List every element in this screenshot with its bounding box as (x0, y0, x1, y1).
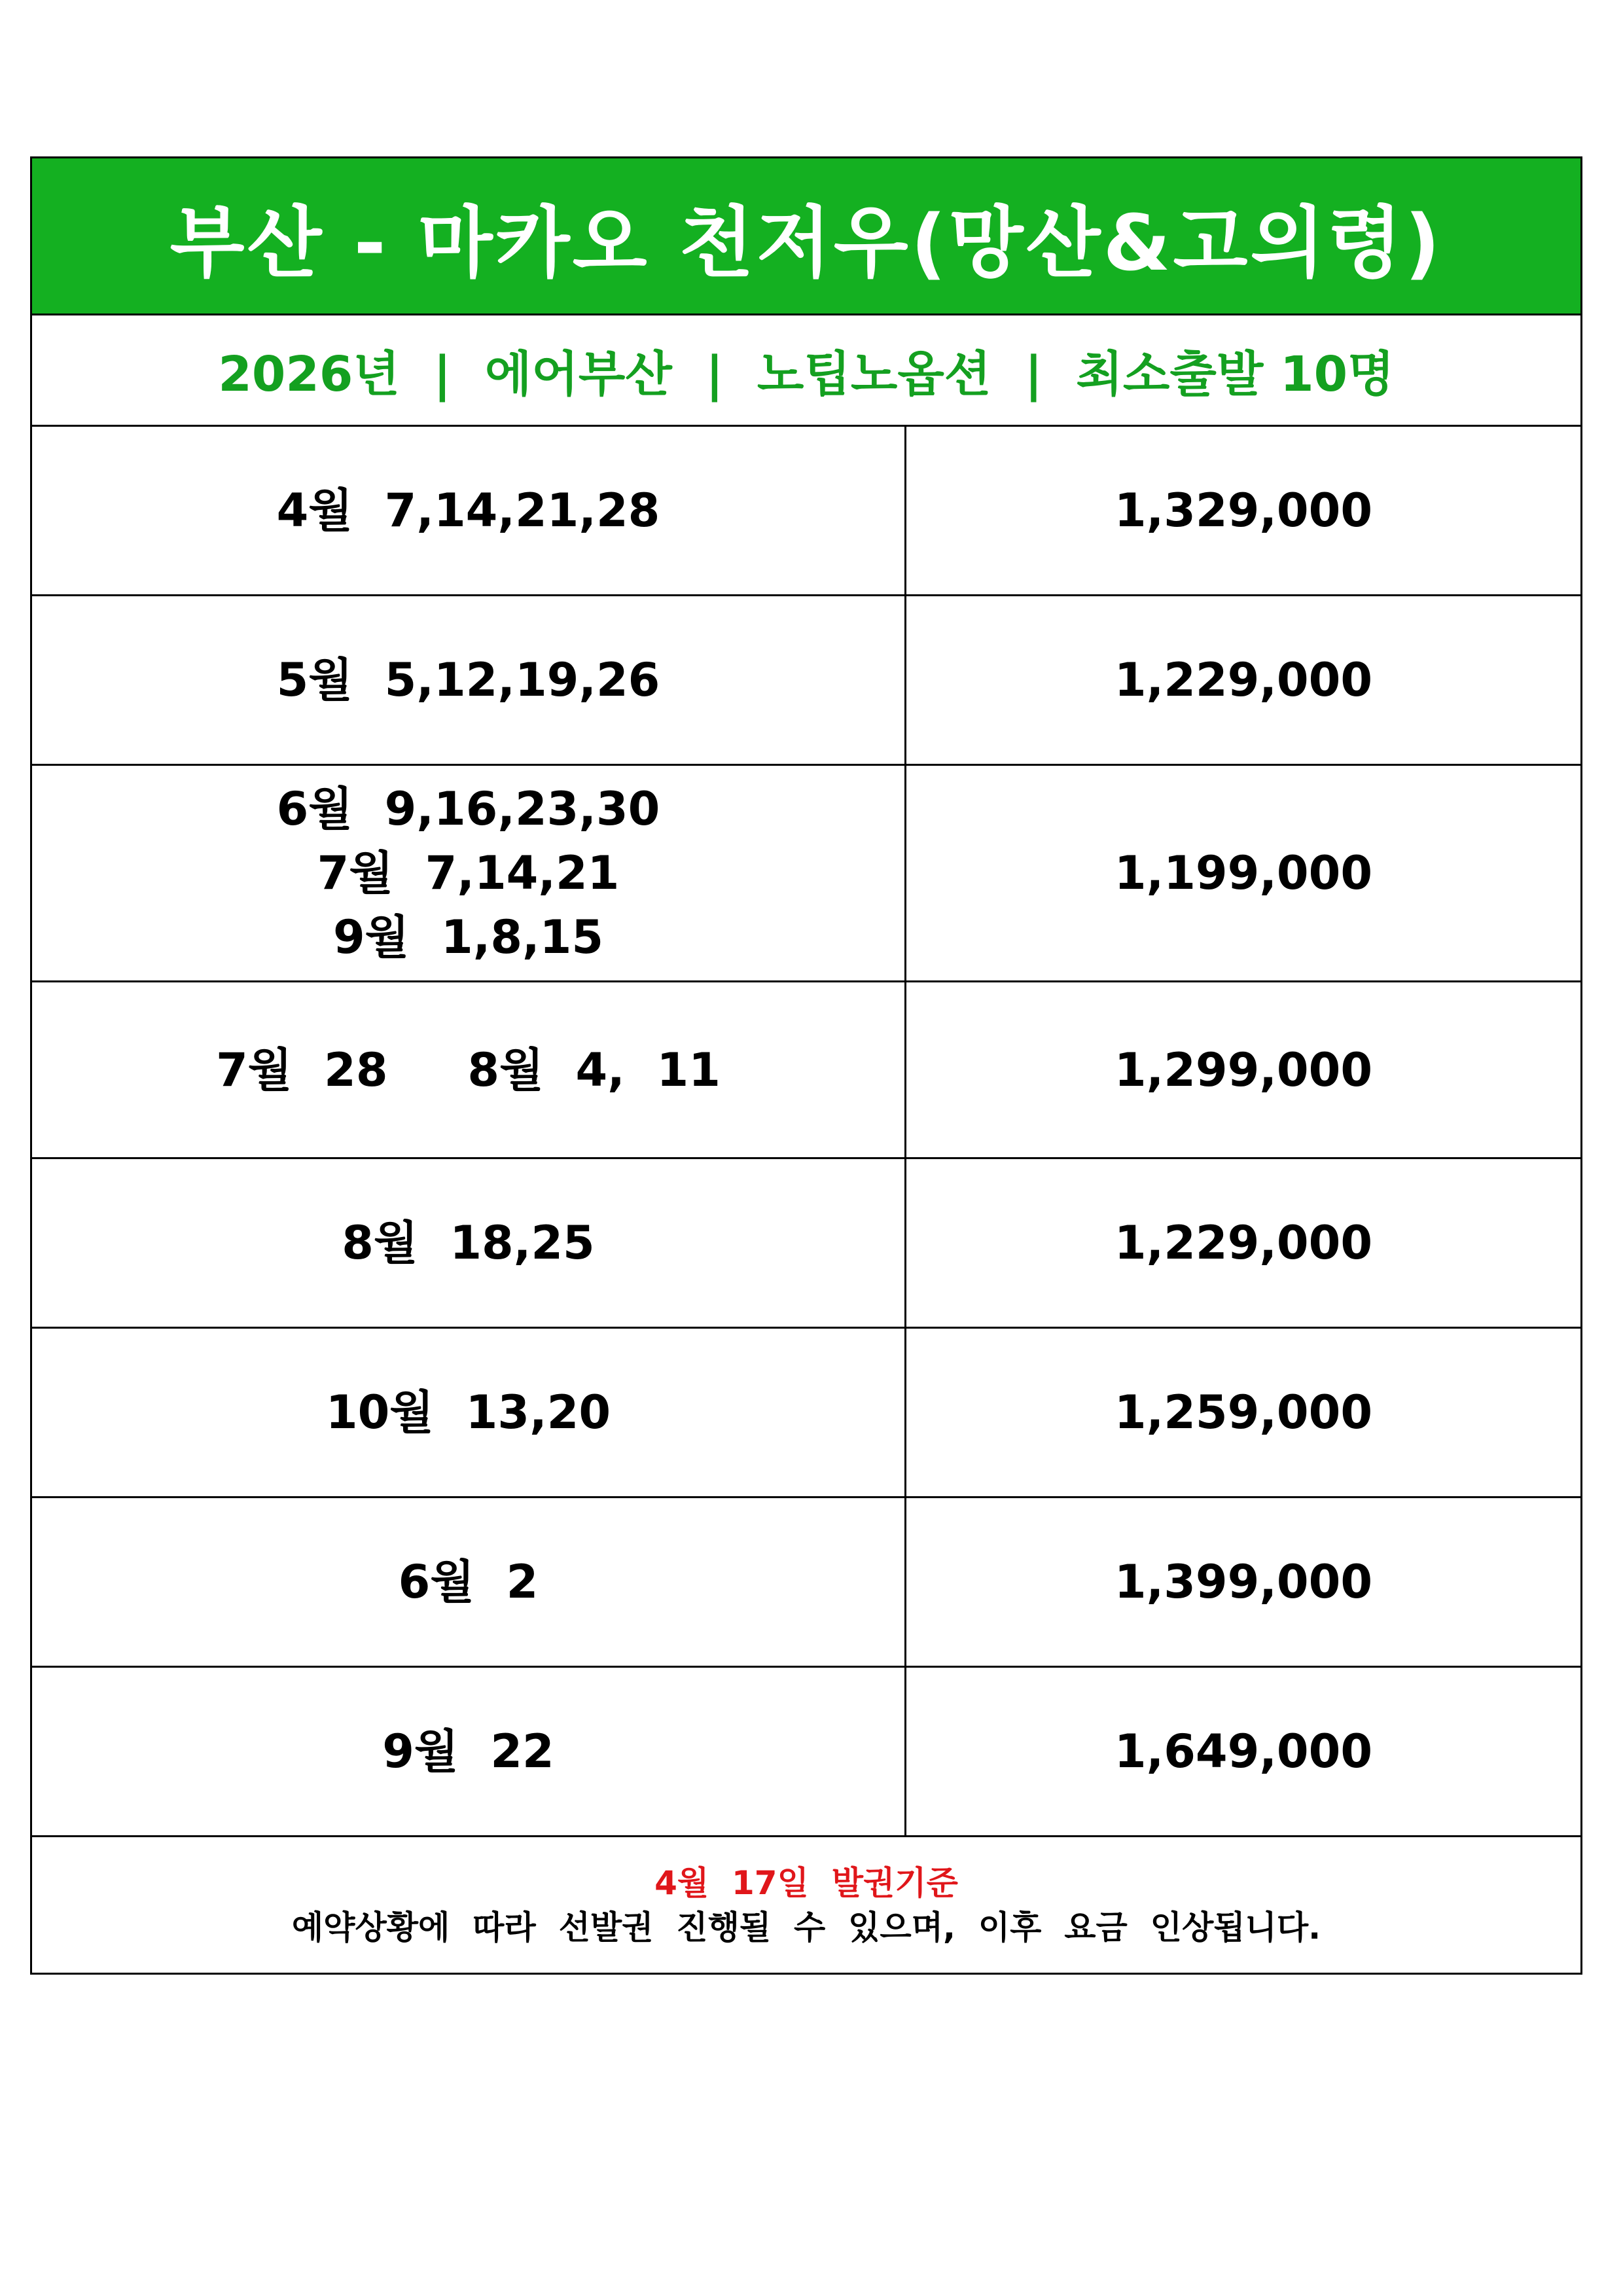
tour-info: 2026년 | 에어부산 | 노팁노옵션 | 최소출발 10명 (218, 346, 1395, 403)
departure-dates-cell (32, 1668, 906, 1835)
price-cell (906, 1668, 1580, 1835)
departure-dates-cell (32, 427, 906, 594)
departure-dates-cell (32, 1329, 906, 1496)
table-row (32, 427, 1580, 596)
price: 1,229,000 (1114, 1216, 1373, 1270)
table-row (32, 982, 1580, 1159)
price-cell (906, 596, 1580, 764)
departure-dates-cell (32, 1498, 906, 1666)
departure-dates: 5월 5,12,19,26 (276, 653, 660, 707)
departure-dates-cell (32, 596, 906, 764)
price-cell (906, 1498, 1580, 1666)
price: 1,399,000 (1114, 1555, 1373, 1609)
fare-notice: 예약상황에 따라 선발권 진행될 수 있으며, 이후 요금 인상됩니다. (291, 1908, 1321, 1946)
price-cell (906, 982, 1580, 1157)
table-row (32, 1159, 1580, 1329)
departure-dates-cell (32, 766, 906, 980)
table-row (32, 766, 1580, 982)
table-row (32, 596, 1580, 766)
price: 1,229,000 (1114, 653, 1373, 707)
departure-dates-cell (32, 1159, 906, 1327)
table-row (32, 1498, 1580, 1668)
price: 1,329,000 (1114, 484, 1373, 537)
departure-dates: 8월 18,25 (342, 1216, 595, 1270)
price-cell (906, 766, 1580, 980)
departure-dates: 9월 1,8,15 (332, 910, 604, 964)
departure-dates-cell (32, 982, 906, 1157)
price: 1,199,000 (1114, 846, 1373, 900)
departure-dates: 7월 7,14,21 (317, 846, 620, 900)
price-cell (906, 1159, 1580, 1327)
price-cell (906, 427, 1580, 594)
page-title: 부산 - 마카오 천저우(망산&고의령) (169, 197, 1443, 288)
price: 1,649,000 (1114, 1725, 1373, 1778)
departure-dates: 4월 7,14,21,28 (276, 484, 660, 537)
title-bar (32, 158, 1580, 315)
table-row (32, 1668, 1580, 1837)
price: 1,259,000 (1114, 1386, 1373, 1439)
departure-dates: 7월 28 8월 4, 11 (216, 1043, 721, 1097)
departure-dates: 9월 22 (382, 1725, 554, 1778)
price-cell (906, 1329, 1580, 1496)
subtitle-bar (32, 315, 1580, 427)
departure-dates: 6월 2 (398, 1555, 539, 1609)
price: 1,299,000 (1114, 1043, 1373, 1097)
table-row (32, 1329, 1580, 1498)
price-table (30, 156, 1582, 1975)
departure-dates: 10월 13,20 (325, 1386, 611, 1439)
ticketing-basis-note: 4월 17일 발권기준 (654, 1863, 958, 1902)
departure-dates: 6월 9,16,23,30 (276, 782, 660, 836)
footer-notice (32, 1837, 1580, 1973)
